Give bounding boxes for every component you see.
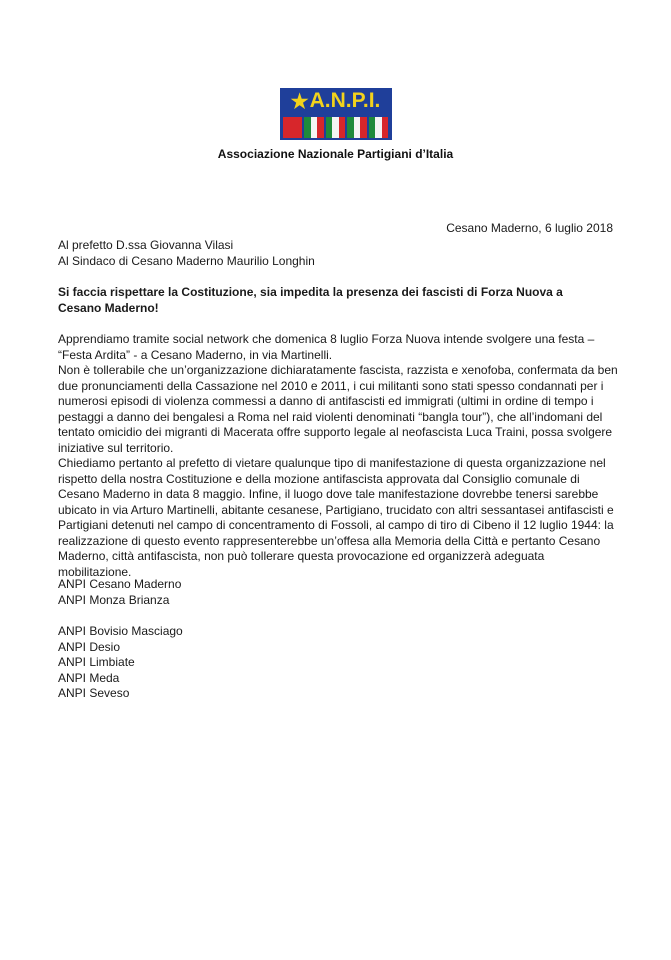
body-paragraph: Chiediamo pertanto al prefetto di vietare qualunque tipo di manifestazione di questa organizzazione nel rispetto della nostra Costituzione e della mozione antifascista approvata dal Consiglio comunale di Cesano Maderno in data 8 maggio. Infine, il luogo dove tale manifestazione dovrebbe tenersi sarebbe ubicato in via Arturo Martinelli, abitante cesanese, Partigiano, trucidato con altri sessantasei antifascisti e Partigiani detenuti nel campo di concentramento di Fossoli, al campo di tiro di Cibeno il 12 luglio 1944: la realizzazione di questo evento rappresenterebbe un’offesa alla Memoria della Città e pertanto Cesano Maderno, città antifascista, non può tollerare questa provocazione ed organizzerà adeguata mobilitazione. [58, 456, 614, 579]
letter-date: Cesano Maderno, 6 luglio 2018 [446, 221, 613, 235]
body-paragraph: Apprendiamo tramite social network che domenica 8 luglio Forza Nuova intende svolgere una festa – “Festa Ardita” - a Cesano Maderno, in via Martinelli. [58, 332, 595, 362]
signature-line: ANPI Meda [58, 670, 120, 685]
letter-subject: Si faccia rispettare la Costituzione, sia impedita la presenza dei fascisti di Forza Nuova a Cesano Maderno! [58, 285, 563, 315]
recipients-block [58, 237, 315, 269]
anpi-logo [280, 88, 392, 140]
signature-line: ANPI Limbiate [58, 655, 135, 669]
signature-line: ANPI Cesano Maderno [58, 577, 182, 591]
signatures-group-1 [58, 577, 181, 608]
signature-line: ANPI Seveso [58, 686, 130, 700]
star-icon: ★ [290, 90, 309, 113]
signature-line: ANPI Bovisio Masciago [58, 624, 183, 638]
letterhead [0, 88, 671, 161]
signature-line: ANPI Monza Brianza [58, 592, 170, 607]
recipient-line: Al prefetto D.ssa Giovanna Vilasi [58, 238, 234, 252]
tricolor-flags-icon [282, 117, 390, 138]
logo-text: A.N.P.I. [309, 89, 381, 112]
signatures-group-2 [58, 624, 183, 702]
recipient-line: Al Sindaco di Cesano Maderno Maurilio Longhin [58, 254, 315, 268]
letter-body [58, 332, 618, 580]
signature-line: ANPI Desio [58, 639, 121, 654]
organization-name: Associazione Nazionale Partigiani d’Italia [217, 147, 454, 161]
body-paragraph: Non è tollerabile che un’organizzazione dichiaratamente fascista, razzista e xenofoba, confermata da ben due pronunciamenti della Cassazione nel 2010 e 2011, i cui militanti sono stati spesso condannati per i numerosi episodi di violenza commessi a danno di antifascisti ed immigrati (ultimi in ordine di tempo i pestaggi a danno dei bengalesi a Roma nel raid violenti denominati “bangla tour”), che all’indomani del tentato omicidio dei migranti di Macerata offre supporto legale al neofascista Luca Traini, possa svolgere iniziative sul territorio. [58, 363, 618, 455]
